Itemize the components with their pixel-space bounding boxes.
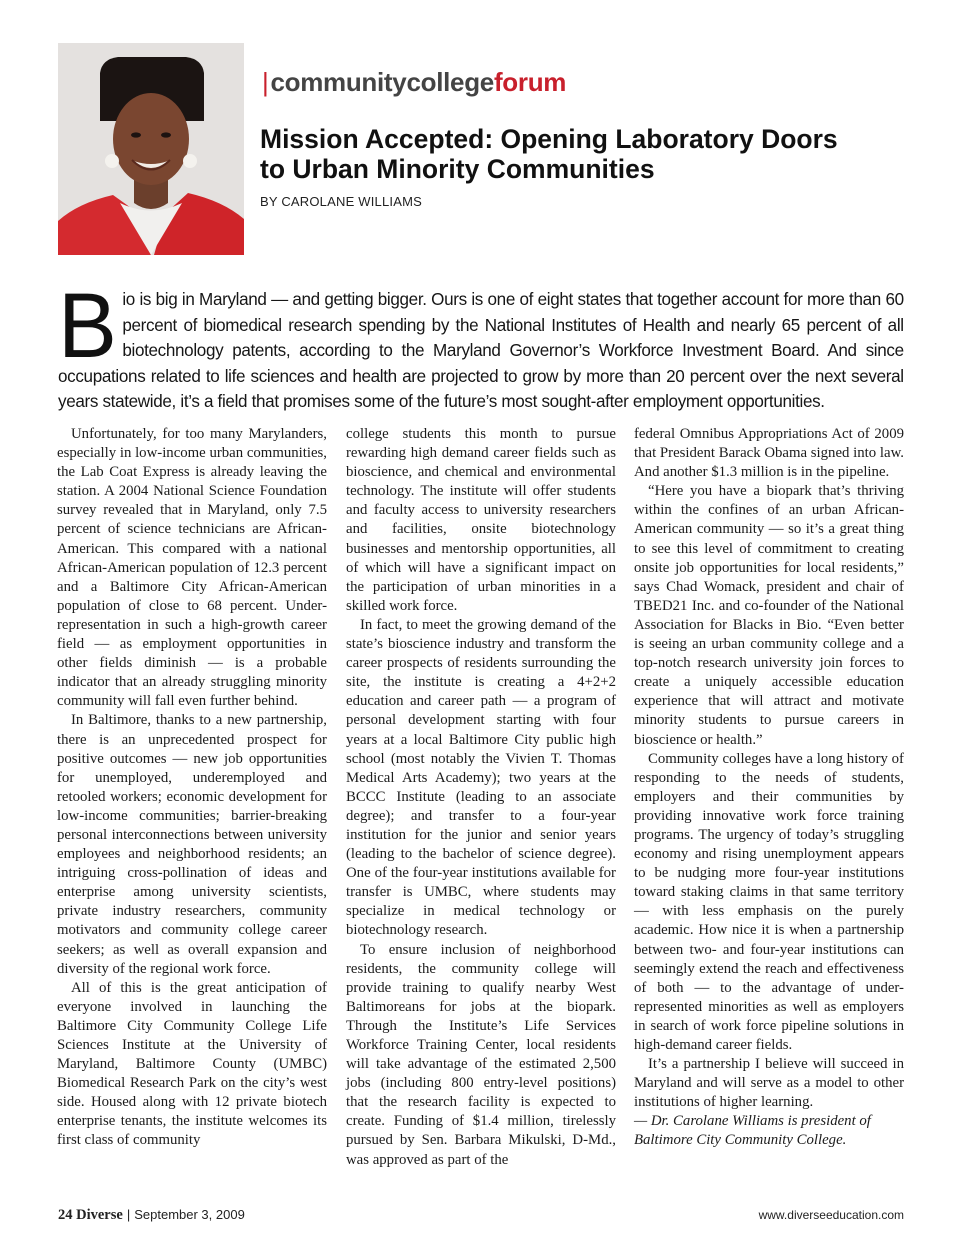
body-paragraph: Unfortunately, for too many Marylanders, especially in low-income urban communities, the Lab Coat Express is already leaving the station. A 2004 National Science Foundation survey revealed that in Maryland, only 7.5 percent of science technicians are African-American. This compared with a national African-American population of 12.3 percent and a Baltimore City African-American population of close to 68 percent. Under-representation in such a high-growth career field — as employment opportunities in other fields diminish — is a probable indicator that an already struggling minority community will fall even further behind. xyxy=(57,426,327,710)
body-paragraph: To ensure inclusion of neighborhood residents, the community college will provide training to qualify nearby West Baltimoreans for jobs at the biopark. Through the Institute’s Life Services Workforce Training Center, local residents will take advantage of the estimated 2,500 jobs (including 800 entry-level positions) that the research facility is expected to create. Funding of $1.4 million, tirelessly pursued by Sen. Barbara Mikulski, D-Md., was approved as part of the xyxy=(346,941,616,1168)
issue-date: September 3, 2009 xyxy=(134,1207,245,1222)
body-paragraph: “Here you have a biopark that’s thriving within the confines of an urban African-American community — so it’s a great thing to see this level of commitment to creating onsite job opportunities for local residents,” says Chad Womack, president and chair of TBED21 Inc. and co-founder of the National Association for Blacks in Bio. “Even better is seeing an urban community college and a top-notch research university join forces to create a uniquely accessible education experience that will attract and motivate minority students to pursue careers in bioscience or health.” xyxy=(634,483,904,748)
article-headline: Mission Accepted: Opening Laboratory Doors to Urban Minority Communities xyxy=(260,124,838,184)
body-paragraph: federal Omnibus Appropriations Act of 2009 that President Barack Obama signed into law. And another $1.3 million is in the pipeline. xyxy=(634,426,904,481)
section-label-part1: communitycollege xyxy=(270,67,494,97)
body-paragraph: It’s a partnership I believe will succeed in Maryland and will serve as a model to other institutions of higher learning. xyxy=(634,1056,904,1111)
footer-url: www.diverseeducation.com xyxy=(758,1208,904,1222)
section-label xyxy=(262,66,566,98)
body-column-1 xyxy=(57,425,327,1151)
body-column-3 xyxy=(634,425,904,1151)
body-column-2 xyxy=(346,425,616,1170)
body-paragraph: In Baltimore, thanks to a new partnership, there is an unprecedented prospect for positive outcomes — new job opportunities for unemployed, underemployed and retooled workers; economic development for low-income communities; barrier-breaking personal interconnections between university employees and neighborhood residents; an intriguing cross-pollination of ideas and enterprise among university scientists, private industry researchers, community motivators and community college career seekers; as well as overall expansion and diversity of the regional work force. xyxy=(57,712,327,977)
body-paragraph: In fact, to meet the growing demand of the state’s bioscience industry and transform the career prospects of residents surrounding the site, the institute is creating a 4+2+2 education and career path — a program of personal development starting with four years at a local Baltimore City public high school (most notably the Vivien T. Thomas Medical Arts Academy); two years at the BCCC Institute (leading to an associate degree); and transfer to a four-year institution for the junior and senior years (leading to the bachelor of science degree). One of the four-year institutions available for transfer is UMBC, where students may specialize in medical technology or biotechnology research. xyxy=(346,616,616,939)
drop-cap: B xyxy=(58,275,117,377)
intro-text: io is big in Maryland — and getting bigger. Ours is one of eight states that together account for more than 60 percent of biomedical research spending by the National Institutes of Health and nearly 65 percent of all biotechnology patents, according to the Maryland Governor’s Workforce Investment Board. And since occupations related to life sciences and health are projected to grow by more than 20 percent over the next several years statewide, it’s a field that promises some of the future’s most sought-after employment opportunities. xyxy=(58,289,904,412)
footer-separator: | xyxy=(126,1207,131,1222)
author-signature: — Dr. Carolane Williams is president of Baltimore City Community College. xyxy=(634,1113,871,1149)
body-paragraph: college students this month to pursue rewarding high demand career fields such as bioscience, and chemical and environmental technology. The institute will offer students and faculty access to university researchers and facilities, onsite biotechnology businesses and mentorship opportunities, all of which will have a significant impact on the participation of urban minorities in a skilled work force. xyxy=(346,426,616,614)
author-portrait-image xyxy=(58,43,244,255)
magazine-name: Diverse xyxy=(76,1207,123,1223)
footer-folio xyxy=(58,1207,245,1224)
body-paragraph: Community colleges have a long history of responding to the needs of students, employers and their communities by providing innovative work force training programs. The urgency of today’s struggling economy and rising unemployment appears to be nudging more four-year institutions toward staking claims in that same territory — with less emphasis on the purely academic. How nice it is when a partnership between two- and four-year institutions can seemingly extend the reach and effectiveness of both — to the advantage of under-represented minorities as well as employers in search of work force pipeline solutions in high-demand career fields. xyxy=(634,750,904,1053)
body-paragraph: All of this is the great anticipation of everyone involved in launching the Baltimore City Community College Life Sciences Institute at the University of Maryland, Baltimore County (UMBC) Biomedical Research Park on the city’s west side. Housed along with 12 private biotech enterprise tenants, the institute welcomes its first class of community xyxy=(57,979,327,1149)
intro-paragraph xyxy=(58,275,904,415)
byline: BY CAROLANE WILLIAMS xyxy=(260,194,422,209)
author-photo xyxy=(58,43,244,255)
section-bar: | xyxy=(262,67,269,97)
section-label-part2: forum xyxy=(493,67,567,97)
page-number: 24 xyxy=(58,1207,73,1223)
